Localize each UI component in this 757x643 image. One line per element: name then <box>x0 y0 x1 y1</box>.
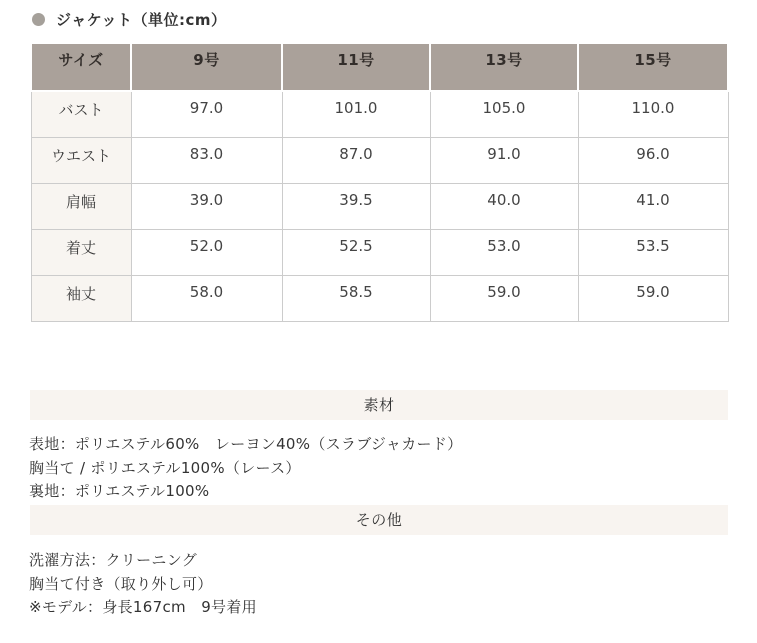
cell-value: 58.5 <box>282 276 430 322</box>
cell-value: 53.5 <box>578 230 728 276</box>
cell-value: 110.0 <box>578 91 728 138</box>
row-label: 袖丈 <box>31 276 131 322</box>
cell-value: 96.0 <box>578 138 728 184</box>
cell-value: 87.0 <box>282 138 430 184</box>
material-text-block <box>29 433 462 504</box>
size-table <box>30 42 729 322</box>
cell-value: 58.0 <box>131 276 282 322</box>
cell-value: 39.0 <box>131 184 282 230</box>
column-header-size: サイズ <box>31 43 131 91</box>
cell-value: 59.0 <box>430 276 578 322</box>
table-row-bust <box>31 91 728 138</box>
cell-value: 105.0 <box>430 91 578 138</box>
row-label: 着丈 <box>31 230 131 276</box>
cell-value: 83.0 <box>131 138 282 184</box>
other-line-model: ※モデル：身長167cm 9号着用 <box>29 598 257 616</box>
column-header-15: 15号 <box>578 43 728 91</box>
material-line-outer: 表地：ポリエステル60% レーヨン40%（スラブジャカード） <box>29 435 463 453</box>
column-header-11: 11号 <box>282 43 430 91</box>
row-label: 肩幅 <box>31 184 131 230</box>
table-row-waist <box>31 138 728 184</box>
material-line-bib: 胸当て / ポリエステル100%（レース） <box>29 458 301 477</box>
column-header-9: 9号 <box>131 43 282 91</box>
other-line-washing: 洗濯方法：クリーニング <box>29 551 198 569</box>
row-label: バスト <box>31 91 131 138</box>
cell-value: 41.0 <box>578 184 728 230</box>
table-header-row <box>31 43 728 91</box>
column-header-13: 13号 <box>430 43 578 91</box>
table-row-sleeve <box>31 276 728 322</box>
cell-value: 101.0 <box>282 91 430 138</box>
cell-value: 53.0 <box>430 230 578 276</box>
other-line-bib: 胸当て付き（取り外し可） <box>29 574 213 593</box>
cell-value: 97.0 <box>131 91 282 138</box>
section-title-row <box>32 9 226 30</box>
cell-value: 40.0 <box>430 184 578 230</box>
other-section-header: その他 <box>30 505 728 535</box>
table-row-shoulder <box>31 184 728 230</box>
row-label: ウエスト <box>31 138 131 184</box>
cell-value: 91.0 <box>430 138 578 184</box>
material-section-header: 素材 <box>30 390 728 420</box>
cell-value: 59.0 <box>578 276 728 322</box>
cell-value: 52.0 <box>131 230 282 276</box>
bullet-icon <box>32 13 45 26</box>
material-line-lining: 裏地：ポリエステル100% <box>29 482 210 500</box>
other-text-block <box>29 549 257 620</box>
table-row-length <box>31 230 728 276</box>
page-title: ジャケット（単位:cm） <box>56 11 227 29</box>
cell-value: 39.5 <box>282 184 430 230</box>
cell-value: 52.5 <box>282 230 430 276</box>
